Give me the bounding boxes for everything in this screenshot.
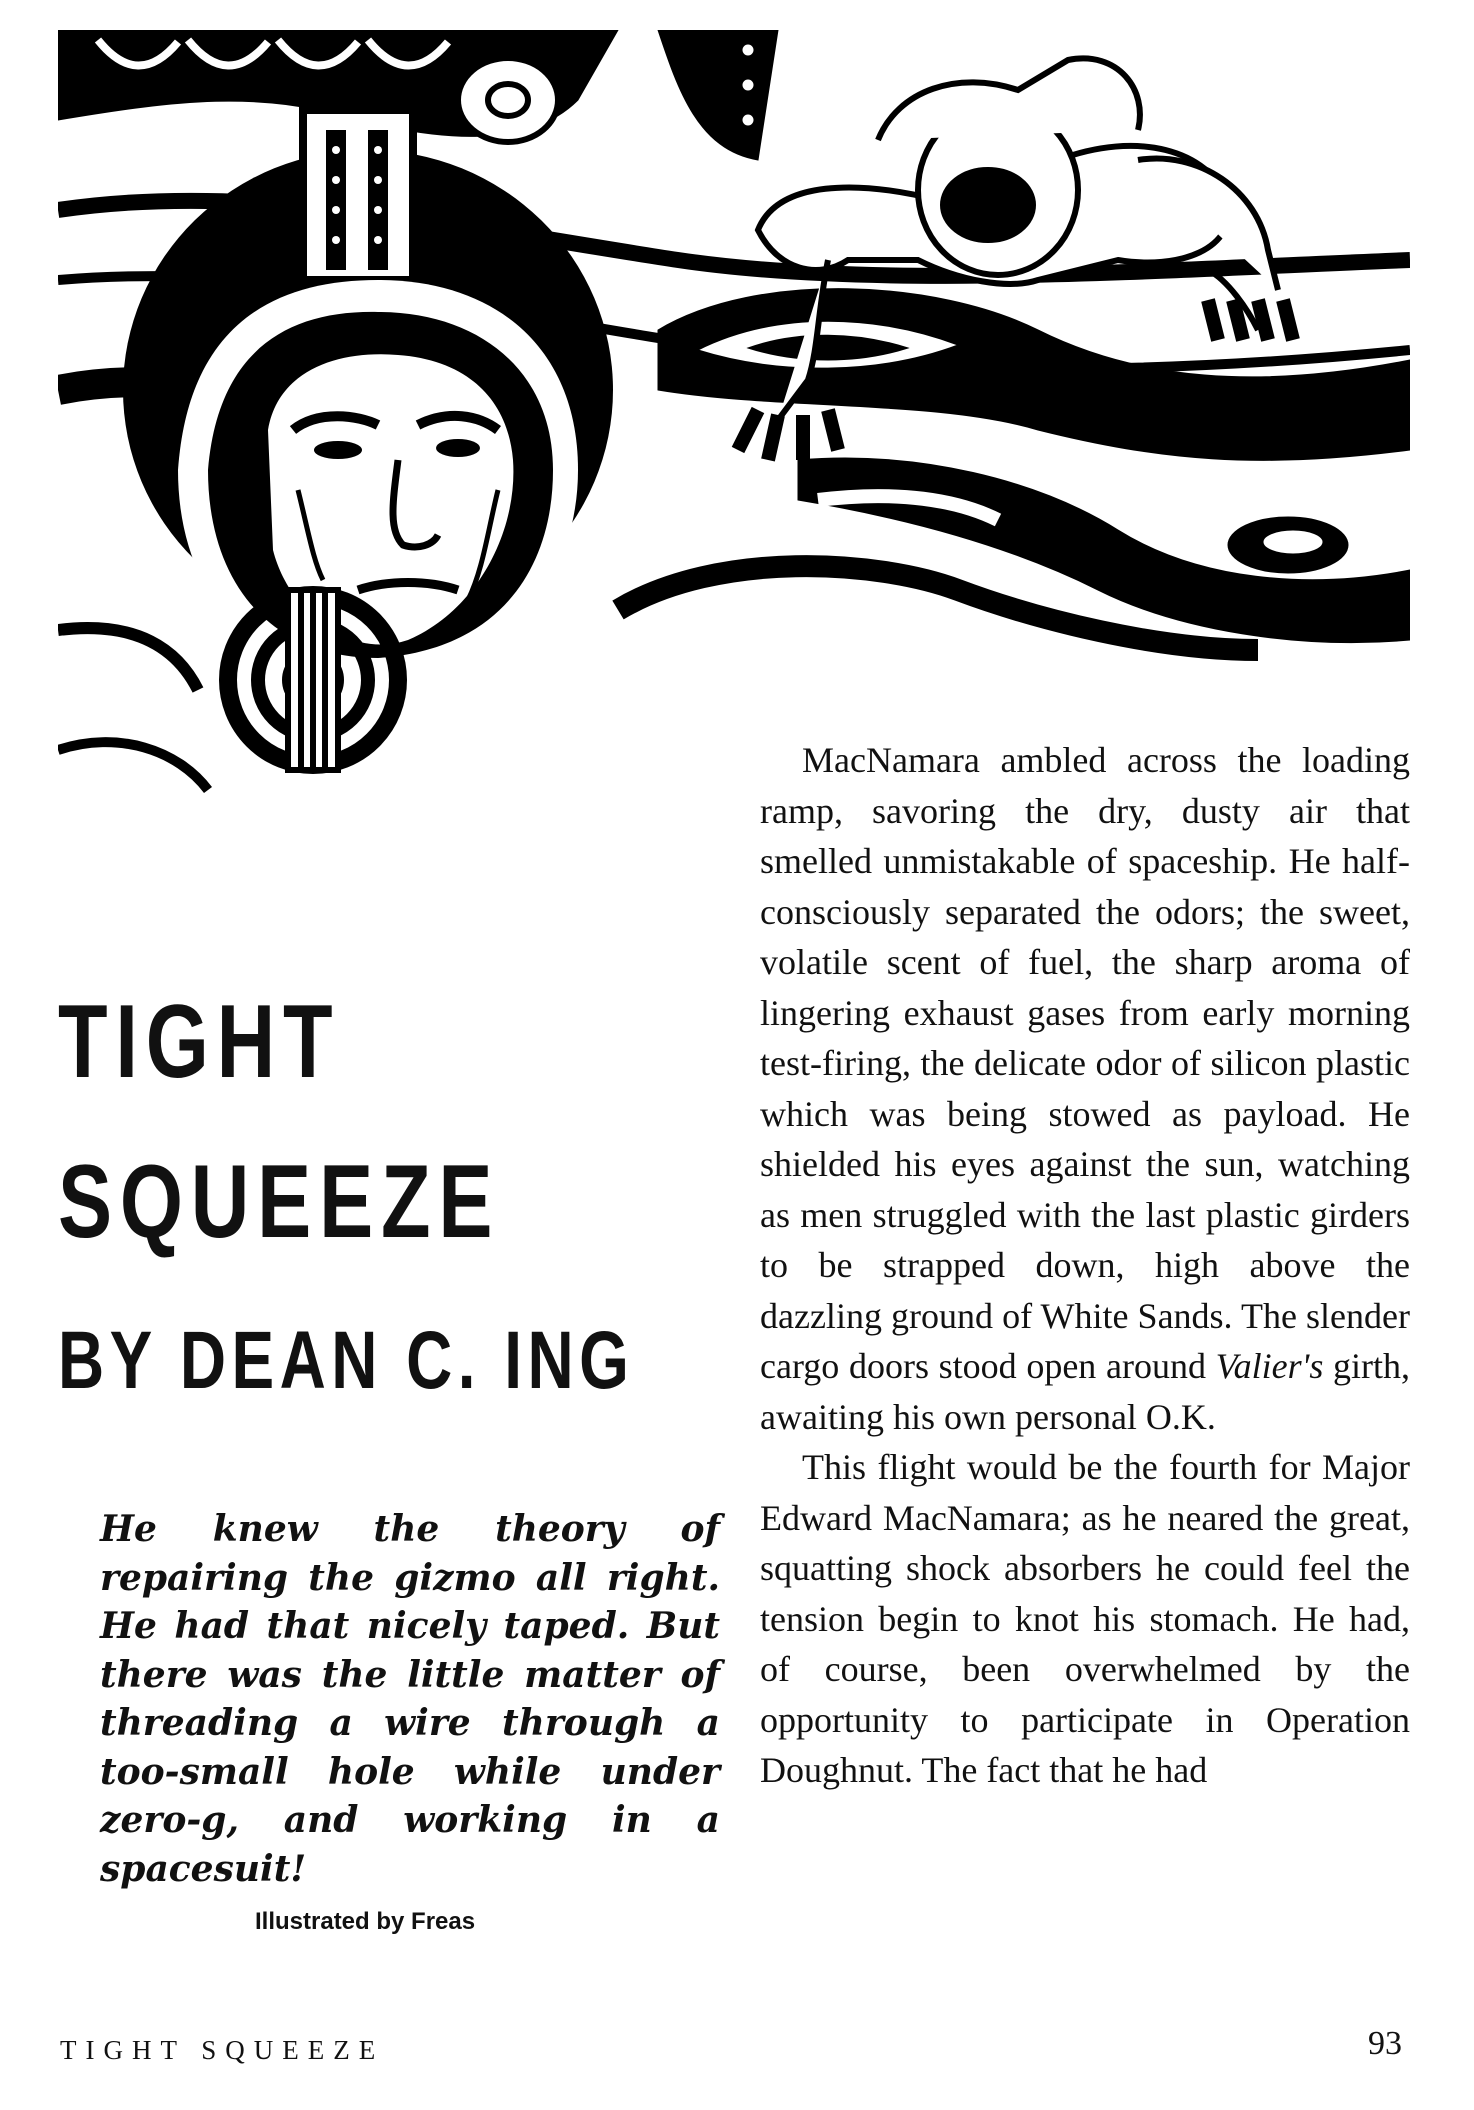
paragraph-1-text-end: girth, awaiting his own personal O.K. [760,1346,1410,1437]
illustrator-credit: Illustrated by Freas [255,1908,476,1935]
running-head: TIGHT SQUEEZE [60,2035,385,2065]
body-paragraph-1 [760,735,1410,1442]
page-number: 93 [1368,2025,1402,2062]
paragraph-1-text-start: MacNamara ambled across the loading ramp, savoring the dry, dusty air that smelled unmistakable of spaceship. He half-consciously separated the odors; the sweet, volatile scent of fuel, the sharp aroma of lingering exhaust gases from early morning test-firing, the delicate odor of silicon plastic which was being stowed as payload. He shielded his eyes against the sun, watching as men struggled with the last plastic girders to be strapped down, high above the dazzling ground of White Sands. The slender cargo doors stood open around [760,740,1410,1386]
target-connector [228,590,398,770]
body-text-column [760,735,1410,1796]
title-line-1: TIGHT [58,984,341,1100]
ship-name: Valier's [1215,1346,1324,1386]
byline: BY DEAN C. ING [58,1315,635,1406]
title-line-2: SQUEEZE [58,1144,501,1260]
story-illustration [58,30,1410,810]
body-paragraph-2: This flight would be the fourth for Major Edward MacNamara; as he neared the great, squatting shock absorbers he could feel the tension begin to knot his stomach. He had, of course, been overwhelmed by the opportunity to participate in Operation Doughnut. The fact that he had [760,1447,1410,1790]
story-blurb: He knew the theory of repairing the gizmo all right. He had that nicely taped. But there was the little matter of threading a wire through a too-small hole while under zero-g, and working in a spacesuit! [100,1508,720,1890]
